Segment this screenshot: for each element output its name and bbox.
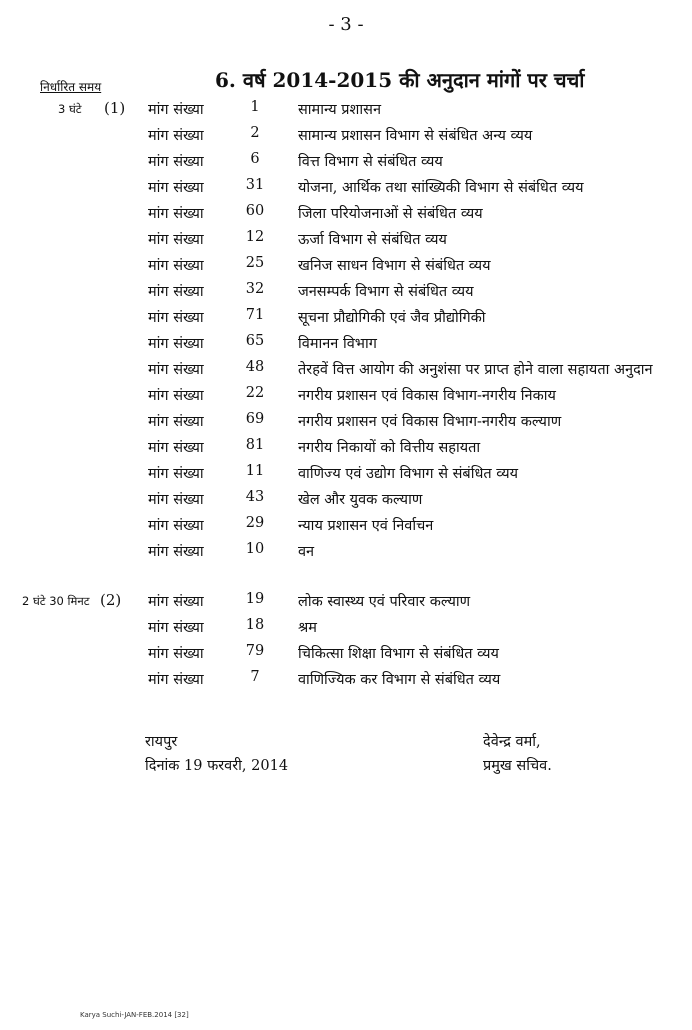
demand-number: 7: [250, 669, 260, 685]
demand-number: 81: [245, 437, 265, 453]
demand-row: [0, 174, 692, 200]
allotted-time-header: निर्धारित समय: [40, 80, 102, 94]
demand-name: ऊर्जा विभाग से संबंधित व्यय: [298, 232, 447, 248]
demand-label: मांग संख्या: [148, 258, 204, 274]
footer-code: Karya Suchi-JAN-FEB.2014 [32]: [80, 1011, 189, 1019]
demand-number: 31: [245, 177, 265, 193]
demand-row: [0, 200, 692, 226]
date: दिनांक 19 फरवरी, 2014: [145, 758, 289, 774]
demand-name: श्रम: [298, 620, 317, 636]
demand-name: नगरीय प्रशासन एवं विकास विभाग-नगरीय कल्याण: [298, 414, 562, 430]
demand-name: नगरीय निकायों को वित्तीय सहायता: [298, 440, 481, 456]
demand-number: 60: [245, 203, 265, 219]
demand-name: वाणिज्य एवं उद्योग विभाग से संबंधित व्यय: [298, 466, 519, 482]
demand-number: 32: [245, 281, 265, 297]
demand-row: [0, 408, 692, 434]
demand-name: सूचना प्रौद्योगिकी एवं जैव प्रौद्योगिकी: [298, 310, 486, 326]
demand-row: [0, 538, 692, 564]
demand-number: 12: [245, 229, 265, 245]
slot-number: (1): [104, 99, 126, 117]
demand-name: वन: [298, 544, 315, 560]
demand-row: [0, 148, 692, 174]
section-title: 6. वर्ष 2014-2015 की अनुदान मांगों पर चर्चा: [215, 68, 585, 92]
demand-name: सामान्य प्रशासन: [298, 102, 381, 118]
demand-number: 11: [245, 463, 265, 479]
demand-label: मांग संख्या: [148, 672, 204, 688]
demand-number: 43: [245, 489, 265, 505]
demand-label: मांग संख्या: [148, 336, 204, 352]
slot-number: (2): [100, 591, 122, 609]
demand-number: 2: [250, 125, 260, 141]
demand-label: मांग संख्या: [148, 594, 204, 610]
demand-label: मांग संख्या: [148, 180, 204, 196]
demand-label: मांग संख्या: [148, 466, 204, 482]
demand-row: [0, 382, 692, 408]
demand-number: 48: [245, 359, 265, 375]
demand-number: 19: [245, 591, 265, 607]
demand-number: 79: [245, 643, 265, 659]
demand-label: मांग संख्या: [148, 544, 204, 560]
place: रायपुर: [145, 734, 178, 750]
place-date-block: [145, 730, 288, 778]
demand-number: 69: [245, 411, 265, 427]
demand-number: 22: [245, 385, 265, 401]
demand-label: मांग संख्या: [148, 128, 204, 144]
demand-row: [0, 640, 692, 666]
demand-name: योजना, आर्थिक तथा सांख्यिकी विभाग से संबंधित व्यय: [298, 180, 584, 196]
demand-label: मांग संख्या: [148, 284, 204, 300]
demand-name: खेल और युवक कल्याण: [298, 492, 423, 508]
demand-name: जिला परियोजनाओं से संबंधित व्यय: [298, 206, 483, 222]
demand-label: मांग संख्या: [148, 154, 204, 170]
demand-row: [0, 356, 692, 382]
demand-name: विमानन विभाग: [298, 336, 377, 352]
demand-row: [0, 486, 692, 512]
demand-name: न्याय प्रशासन एवं निर्वाचन: [298, 518, 434, 534]
demand-label: मांग संख्या: [148, 646, 204, 662]
demand-name: वाणिज्यिक कर विभाग से संबंधित व्यय: [298, 672, 501, 688]
allotted-time: 2 घंटे 30 मिनट: [22, 594, 90, 608]
demand-row: [0, 614, 692, 640]
demand-group-2: [0, 588, 692, 692]
demand-label: मांग संख्या: [148, 414, 204, 430]
demand-number: 71: [245, 307, 265, 323]
demand-row: [0, 122, 692, 148]
demand-number: 10: [245, 541, 265, 557]
demand-name: नगरीय प्रशासन एवं विकास विभाग-नगरीय निकाय: [298, 388, 556, 404]
allotted-time: 3 घंटे: [58, 102, 82, 116]
demand-row: [0, 96, 692, 122]
demand-name: जनसम्पर्क विभाग से संबंधित व्यय: [298, 284, 474, 300]
demand-row: [0, 278, 692, 304]
demand-name: खनिज साधन विभाग से संबंधित व्यय: [298, 258, 491, 274]
demand-label: मांग संख्या: [148, 232, 204, 248]
demand-label: मांग संख्या: [148, 102, 204, 118]
demand-row: [0, 330, 692, 356]
demand-row: [0, 460, 692, 486]
demand-number: 1: [250, 99, 260, 115]
demand-row: [0, 434, 692, 460]
demand-number: 6: [250, 151, 260, 167]
demand-number: 25: [245, 255, 265, 271]
demand-name: सामान्य प्रशासन विभाग से संबंधित अन्य व्यय: [298, 128, 533, 144]
demand-group-1: [0, 96, 692, 564]
demand-label: मांग संख्या: [148, 310, 204, 326]
page-number: - 3 -: [328, 14, 364, 35]
demand-name: वित्त विभाग से संबंधित व्यय: [298, 154, 443, 170]
demand-number: 18: [245, 617, 265, 633]
demand-label: मांग संख्या: [148, 492, 204, 508]
demand-row: [0, 666, 692, 692]
demand-row: [0, 588, 692, 614]
demand-name: चिकित्सा शिक्षा विभाग से संबंधित व्यय: [298, 646, 499, 662]
demand-number: 29: [245, 515, 265, 531]
demand-row: [0, 252, 692, 278]
demand-row: [0, 226, 692, 252]
demand-label: मांग संख्या: [148, 440, 204, 456]
demand-row: [0, 512, 692, 538]
signatory-title: प्रमुख सचिव.: [483, 758, 552, 774]
signatory-block: [483, 730, 552, 778]
demand-label: मांग संख्या: [148, 206, 204, 222]
demand-row: [0, 304, 692, 330]
signatory-name: देवेन्द्र वर्मा,: [483, 734, 541, 750]
demand-name: तेरहवें वित्त आयोग की अनुशंसा पर प्राप्त होने वाला सहायता अनुदान: [298, 362, 653, 378]
demand-label: मांग संख्या: [148, 362, 204, 378]
demand-number: 65: [245, 333, 265, 349]
demand-name: लोक स्वास्थ्य एवं परिवार कल्याण: [298, 594, 471, 610]
demand-label: मांग संख्या: [148, 518, 204, 534]
demand-label: मांग संख्या: [148, 620, 204, 636]
demand-label: मांग संख्या: [148, 388, 204, 404]
